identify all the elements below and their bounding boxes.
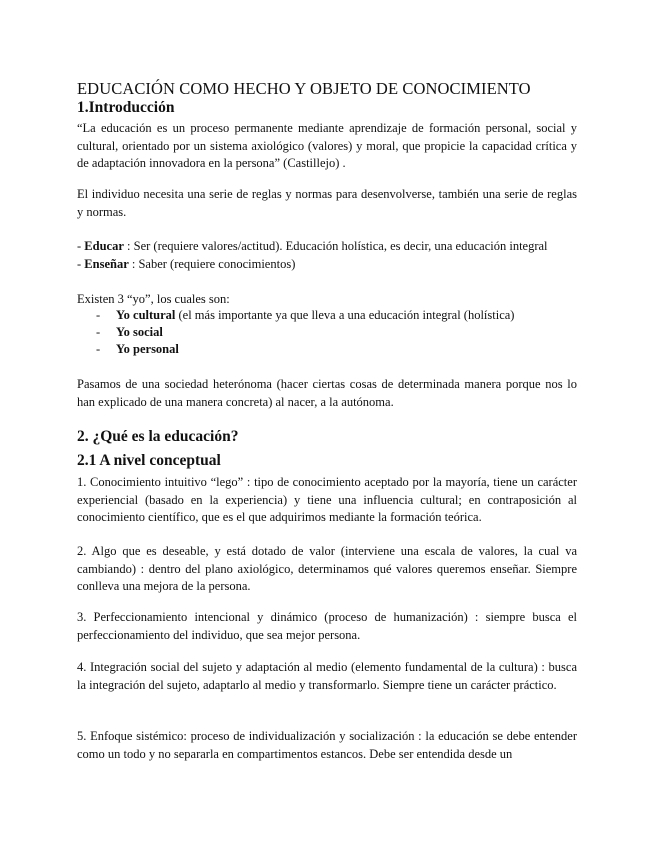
definition-term: Enseñar: [84, 257, 129, 271]
definition-text: : Saber (requiere conocimientos): [128, 257, 296, 271]
definition-educar: - Educar : Ser (requiere valores/actitud). Educación holística, es decir, una educación integral: [77, 239, 548, 253]
concept-item-3: 3. Perfeccionamiento intencional y dinámico (proceso de humanización) : siempre busca el perfeccionamiento del individuo, que sea mejor persona.: [77, 610, 577, 642]
concept-item-4: 4. Integración social del sujeto y adaptación al medio (elemento fundamental de la cultura) : busca la integración del sujeto, adaptarlo al medio y transformarlo. Siempre tiene un carácter práctico.: [77, 660, 577, 692]
section-heading-introduccion: 1.Introducción: [77, 99, 175, 116]
list-item-term: Yo cultural: [116, 308, 176, 322]
reglas-paragraph: El individuo necesita una serie de reglas y normas para desenvolverse, también una serie de reglas y normas.: [77, 187, 577, 219]
list-item-term: Yo social: [116, 325, 163, 339]
list-item-yo-cultural: - Yo cultural (el más importante ya que lleva a una educación integral (holística): [96, 308, 515, 322]
concept-item-5: 5. Enfoque sistémico: proceso de individualización y socialización : la educación se debe entender como un todo y no separarla en compartimentos estancos. Debe ser entendida desde un: [77, 729, 577, 761]
definition-term: Educar: [84, 239, 124, 253]
yo-intro-line: Existen 3 “yo”, los cuales son:: [77, 292, 230, 306]
quote-paragraph: “La educación es un proceso permanente mediante aprendizaje de formación personal, social y cultural, orientado por un sistema axiológico (valores) y moral, que propicie la capacidad crítica y de adaptación innovadora en la persona” (Castillejo) .: [77, 121, 577, 170]
list-item-term: Yo personal: [116, 342, 179, 356]
definition-ensenar: - Enseñar : Saber (requiere conocimientos): [77, 257, 296, 271]
sociedad-paragraph: Pasamos de una sociedad heterónoma (hacer ciertas cosas de determinada manera porque nos lo han explicado de una manera concreta) al nacer, a la autónoma.: [77, 377, 577, 409]
subsection-heading-conceptual: 2.1 A nivel conceptual: [77, 452, 221, 469]
concept-item-2: 2. Algo que es deseable, y está dotado de valor (interviene una escala de valores, la cual va cambiando) : dentro del plano axiológico, determinamos qué valores queremos enseñar. Siempre conlleva una mejora de la persona.: [77, 544, 577, 593]
list-item-text: (el más importante ya que lleva a una educación integral (holística): [175, 308, 515, 322]
definition-text: : Ser (requiere valores/actitud). Educación holística, es decir, una educación integral: [123, 239, 548, 253]
section-heading-que-es: 2. ¿Qué es la educación?: [77, 428, 239, 445]
concept-item-1: 1. Conocimiento intuitivo “lego” : tipo de conocimiento aceptado por la mayoría, tiene un carácter experiencial (basado en la experiencia) y tiene una influencia cultural; en contraposición al conocimiento científico, que es el que adquirimos mediante la formación teórica.: [77, 475, 577, 524]
document-title: EDUCACIÓN COMO HECHO Y OBJETO DE CONOCIMIENTO: [77, 79, 531, 98]
list-item-yo-social: - Yo social: [96, 325, 163, 339]
list-item-yo-personal: - Yo personal: [96, 342, 179, 356]
